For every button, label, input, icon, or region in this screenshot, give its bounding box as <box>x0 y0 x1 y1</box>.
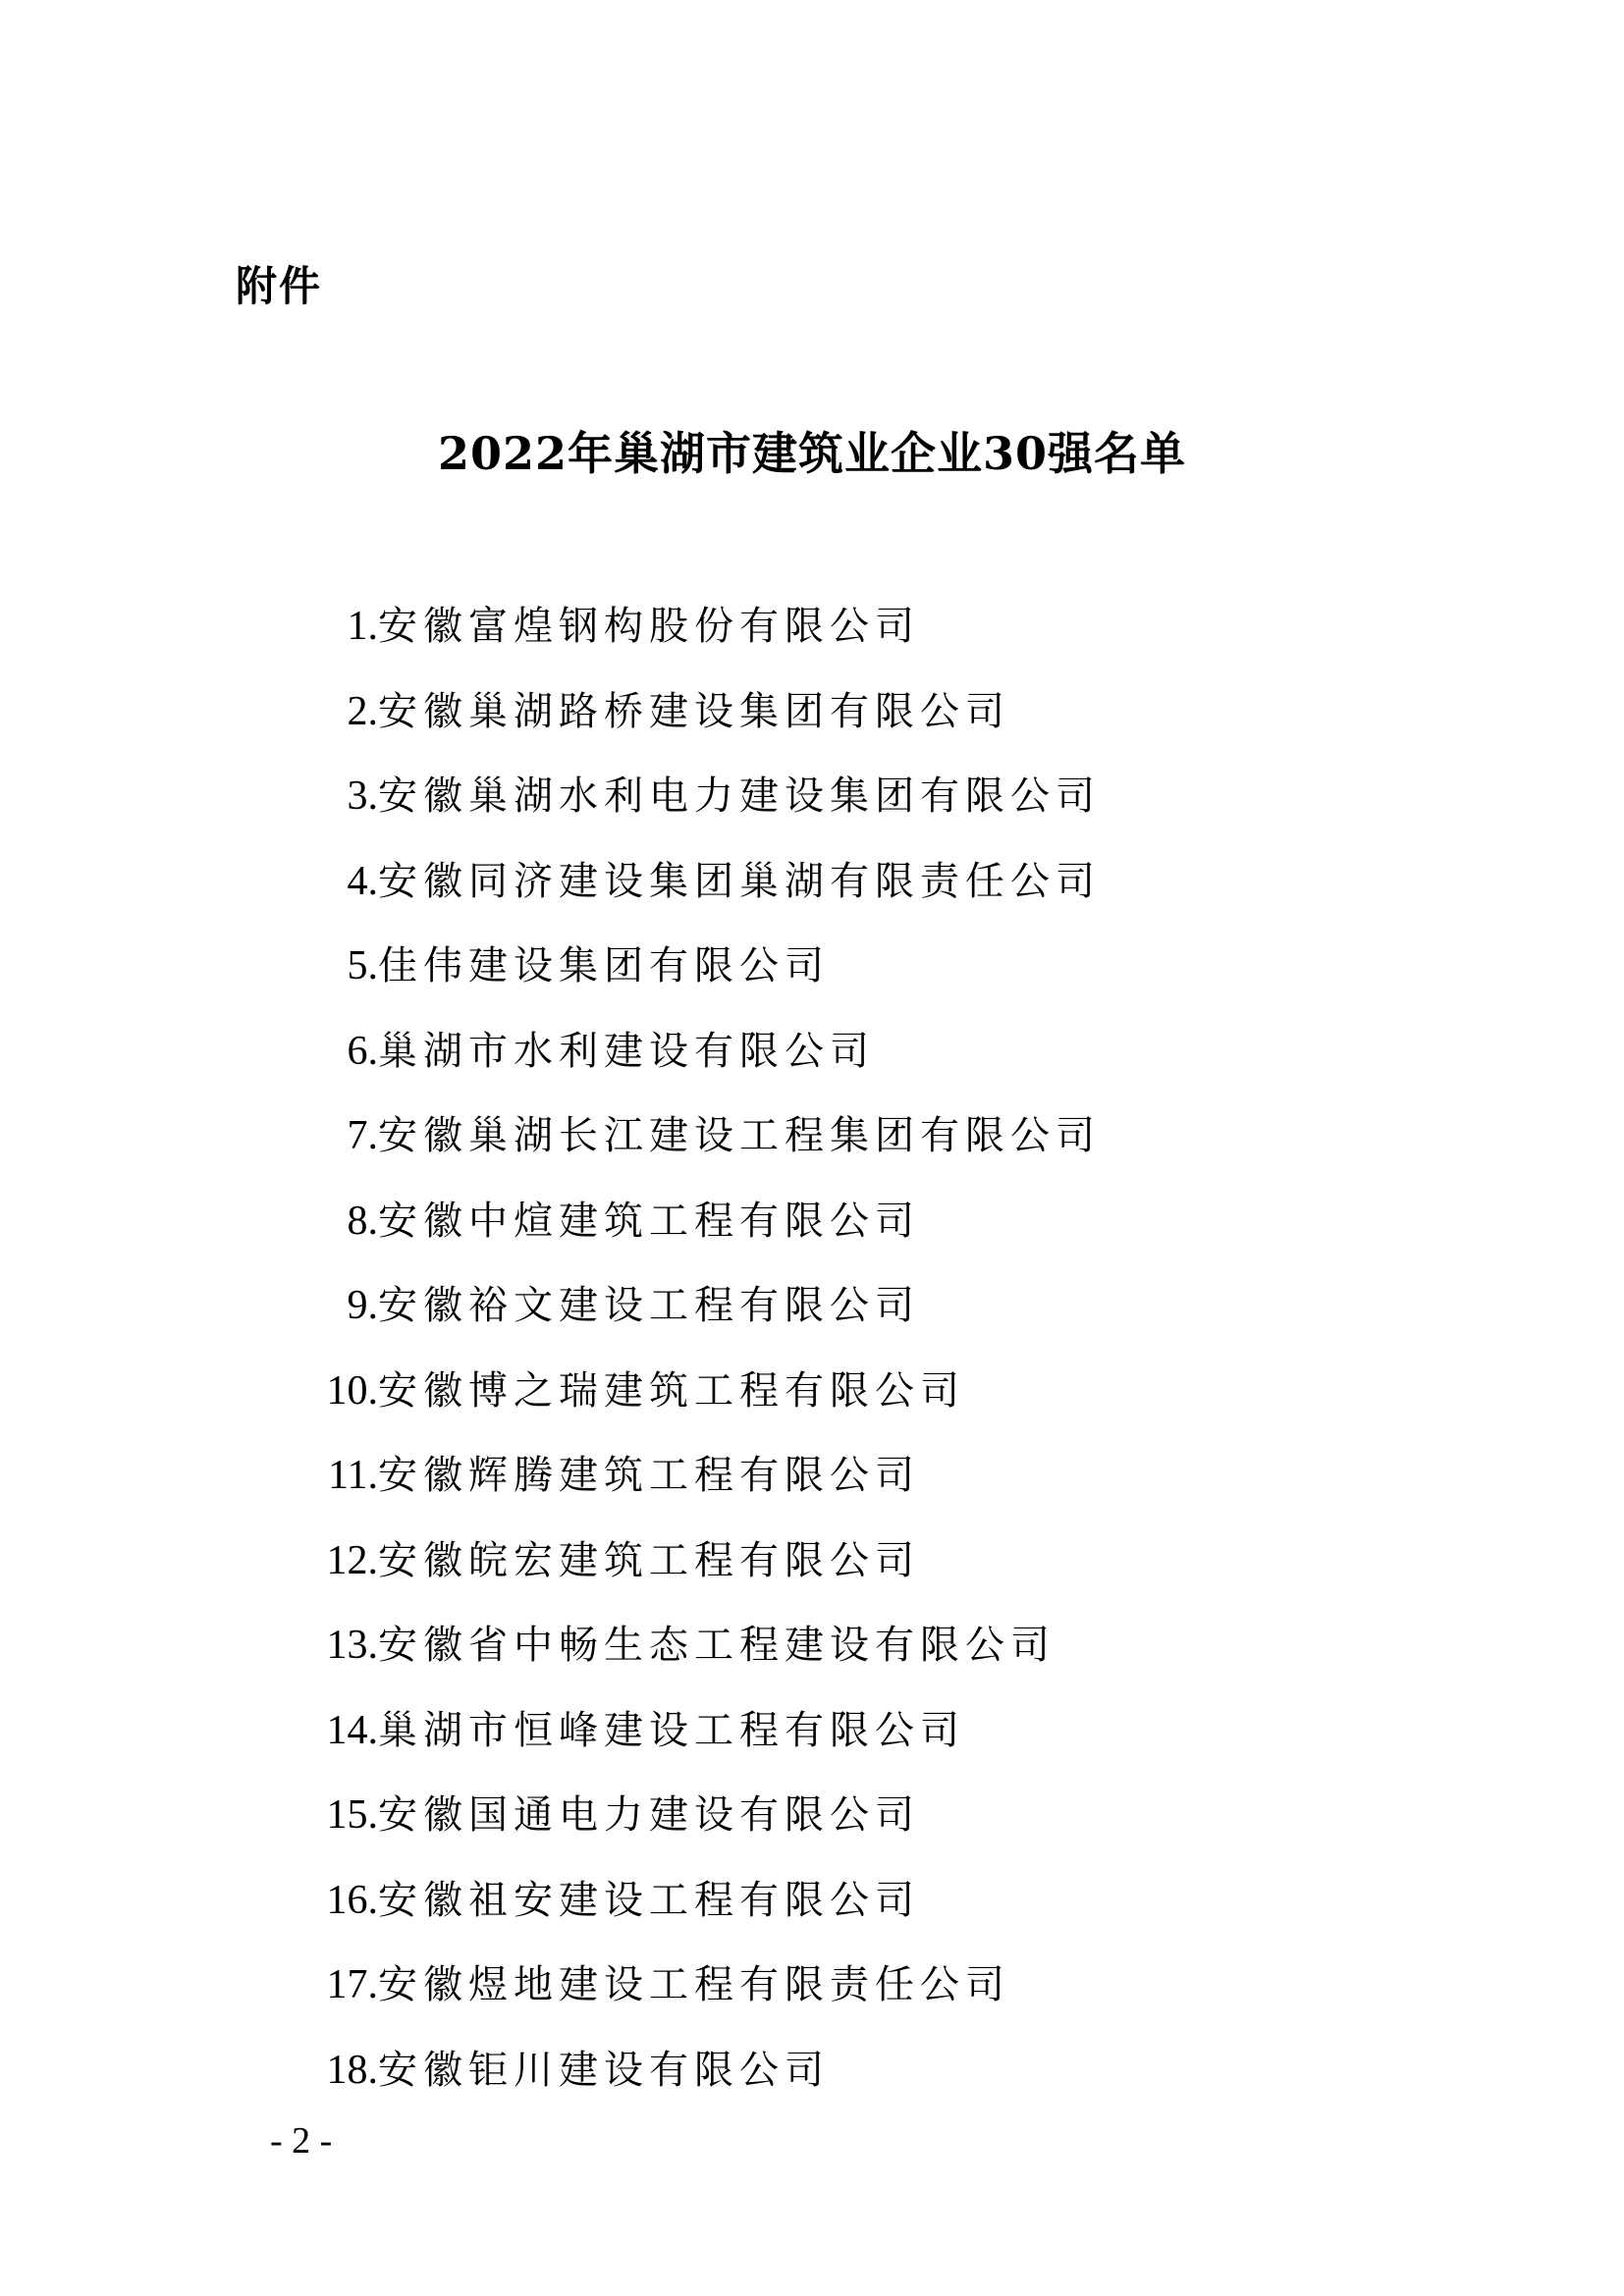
item-number: 9. <box>347 1283 378 1328</box>
item-number: 13. <box>326 1623 378 1668</box>
company-name: 安徽煜地建设工程有限责任公司 <box>378 1962 1010 2007</box>
item-number: 15. <box>326 1792 378 1838</box>
item-number: 12. <box>326 1537 378 1583</box>
company-name: 安徽中煊建筑工程有限公司 <box>378 1198 920 1244</box>
company-name: 安徽巢湖路桥建设集团有限公司 <box>378 688 1010 734</box>
page-number: - 2 - <box>270 2120 333 2162</box>
item-number: 16. <box>326 1877 378 1923</box>
item-number: 2. <box>347 688 378 734</box>
item-number: 10. <box>326 1367 378 1414</box>
company-name: 安徽巢湖水利电力建设集团有限公司 <box>378 774 1101 819</box>
attachment-label: 附件 <box>236 262 323 310</box>
company-name: 安徽国通电力建设有限公司 <box>378 1792 920 1838</box>
item-number: 3. <box>347 774 378 819</box>
item-number: 4. <box>347 858 378 904</box>
company-name: 安徽同济建设集团巢湖有限责任公司 <box>378 858 1101 904</box>
item-number: 14. <box>326 1707 378 1753</box>
company-name: 安徽省中畅生态工程建设有限公司 <box>378 1623 1056 1668</box>
company-name: 安徽祖安建设工程有限公司 <box>378 1877 920 1923</box>
item-number: 6. <box>347 1028 378 1074</box>
company-name: 安徽巢湖长江建设工程集团有限公司 <box>378 1113 1101 1158</box>
item-number: 18. <box>326 2047 378 2093</box>
company-name: 安徽皖宏建筑工程有限公司 <box>378 1537 920 1583</box>
item-number: 1. <box>347 604 378 649</box>
item-number: 7. <box>347 1113 378 1158</box>
company-name: 安徽裕文建设工程有限公司 <box>378 1283 920 1328</box>
company-name: 安徽富煌钢构股份有限公司 <box>378 604 920 649</box>
company-name: 安徽辉腾建筑工程有限公司 <box>378 1453 920 1498</box>
item-number: 17. <box>326 1962 378 2007</box>
company-name: 安徽博之瑞建筑工程有限公司 <box>378 1367 965 1414</box>
company-name: 巢湖市水利建设有限公司 <box>378 1028 875 1074</box>
item-number: 8. <box>347 1198 378 1244</box>
item-number: 11. <box>328 1453 378 1498</box>
company-name: 佳伟建设集团有限公司 <box>378 943 830 988</box>
company-name: 安徽钜川建设有限公司 <box>378 2047 830 2093</box>
item-number: 5. <box>347 943 378 988</box>
company-name: 巢湖市恒峰建设工程有限公司 <box>378 1707 965 1753</box>
document-title: 2022年巢湖市建筑业企业30强名单 <box>437 427 1187 480</box>
